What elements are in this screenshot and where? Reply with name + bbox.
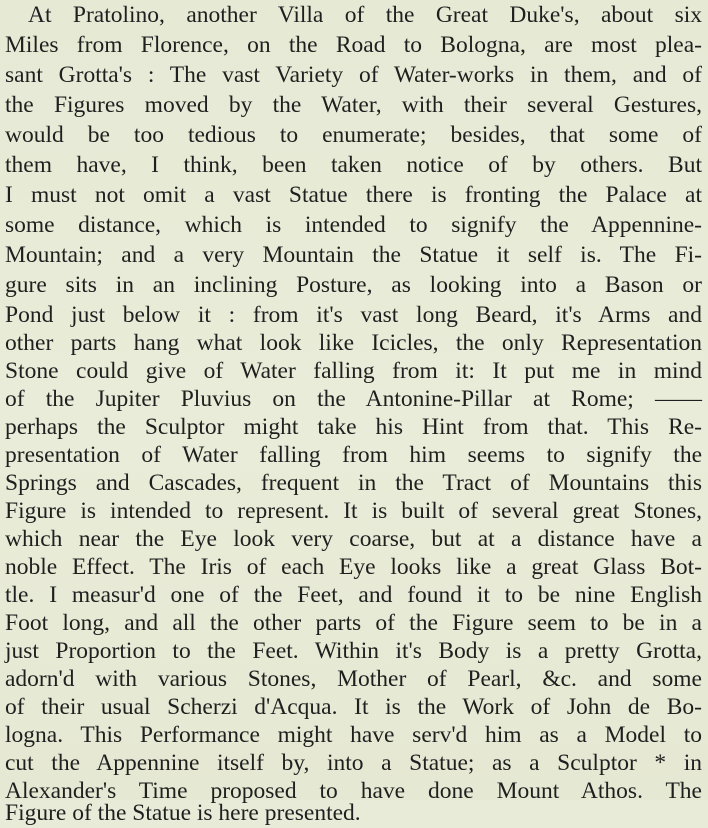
text-line: Pond just below it : from it's vast long Beard, it's Arms and (5, 302, 702, 328)
text-line: Figure of the Statue is here presented. (5, 800, 361, 826)
text-line: sant Grotta's : The vast Variety of Water-works in them, and of (5, 62, 702, 88)
text-line: cut the Appennine itself by, into a Statue; as a Sculptor * in (5, 750, 702, 776)
text-line: them have, I think, been taken notice of by others. But (5, 152, 702, 178)
text-line: Foot long, and all the other parts of the Figure seem to be in a (5, 610, 702, 636)
text-line: of their usual Scherzi d'Acqua. It is the Work of John de Bo- (5, 694, 702, 720)
text-line: Alexander's Time proposed to have done Mount Athos. The (5, 778, 702, 804)
text-line: adorn'd with various Stones, Mother of Pearl, &c. and some (5, 666, 702, 692)
text-line: perhaps the Sculptor might take his Hint from that. This Re- (5, 414, 702, 440)
text-line: logna. This Performance might have serv'd him as a Model to (5, 722, 702, 748)
text-line: some distance, which is intended to signify the Appennine- (5, 212, 702, 238)
text-line: noble Effect. The Iris of each Eye looks like a great Glass Bot- (5, 554, 702, 580)
text-line: of the Jupiter Pluvius on the Antonine-Pillar at Rome; —— (5, 386, 702, 412)
text-line: gure sits in an inclining Posture, as looking into a Bason or (5, 272, 702, 298)
text-line: presentation of Water falling from him seems to signify the (5, 442, 702, 468)
text-line: Mountain; and a very Mountain the Statue it self is. The Fi- (5, 242, 702, 268)
text-line: just Proportion to the Feet. Within it's Body is a pretty Grotta, (5, 638, 702, 664)
text-line: the Figures moved by the Water, with their several Gestures, (5, 92, 702, 118)
text-line: I must not omit a vast Statue there is fronting the Palace at (5, 182, 702, 208)
text-line: would be too tedious to enumerate; besides, that some of (5, 122, 702, 148)
text-line: which near the Eye look very coarse, but at a distance have a (5, 526, 702, 552)
text-line: At Pratolino, another Villa of the Great Duke's, about six (28, 2, 702, 28)
text-line: Figure is intended to represent. It is built of several great Stones, (5, 498, 702, 524)
text-line: Miles from Florence, on the Road to Bologna, are most plea- (5, 32, 702, 58)
text-line: Stone could give of Water falling from it: It put me in mind (5, 358, 702, 384)
text-line: other parts hang what look like Icicles, the only Representation (5, 330, 702, 356)
text-line: Springs and Cascades, frequent in the Tract of Mountains this (5, 470, 702, 496)
text-line: tle. I measur'd one of the Feet, and found it to be nine English (5, 582, 702, 608)
